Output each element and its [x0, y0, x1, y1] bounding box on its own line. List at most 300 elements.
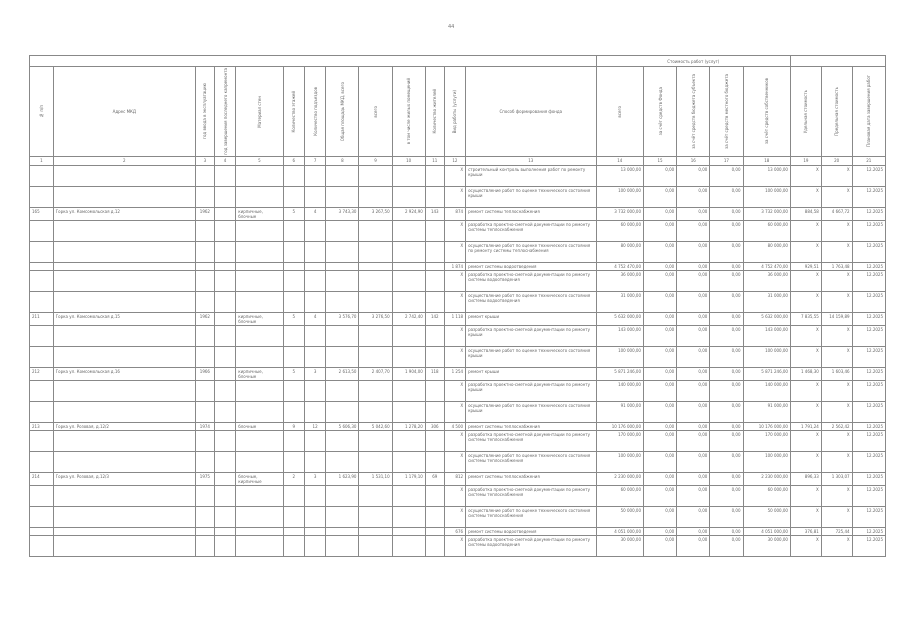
- cell-u1: 376,81: [790, 527, 821, 535]
- cell-no: 211: [30, 312, 54, 325]
- cell-a3: 1 179,10: [392, 472, 425, 485]
- cell-a3: [392, 325, 425, 346]
- cell-own: 100 000,00: [743, 451, 790, 472]
- cell-area: [326, 430, 359, 451]
- cell-a3: [392, 220, 425, 241]
- cell-units: X: [444, 430, 465, 451]
- column-index: 8: [326, 156, 359, 165]
- cell-f3: 0,00: [710, 506, 743, 527]
- cell-f3: 0,00: [710, 451, 743, 472]
- cell-address: [53, 186, 195, 207]
- cell-fl: [283, 262, 304, 270]
- cell-pod: [304, 506, 325, 527]
- table-row: [30, 401, 886, 422]
- cell-area: [326, 220, 359, 241]
- column-index: 11: [425, 156, 444, 165]
- cell-f1: 0,00: [643, 346, 676, 367]
- cell-u2: X: [821, 401, 852, 422]
- cell-units: X: [444, 506, 465, 527]
- cell-address: [53, 262, 195, 270]
- cell-year: [195, 535, 214, 556]
- cell-material: [236, 270, 283, 291]
- cell-empty: [214, 165, 235, 186]
- cell-no: [30, 220, 54, 241]
- column-header-label: в том числе жилых помещений: [406, 78, 412, 145]
- cell-a2: [359, 325, 392, 346]
- table-row: [30, 472, 886, 485]
- cell-no: [30, 291, 54, 312]
- table-row: [30, 430, 886, 451]
- cell-year: [195, 430, 214, 451]
- cell-total: 60 000,00: [596, 485, 643, 506]
- table-row: [30, 367, 886, 380]
- cell-pod: 12: [304, 422, 325, 430]
- column-header: [195, 67, 214, 157]
- cell-address: Горка ул. Комсомольская д.16: [53, 367, 195, 380]
- cell-u2: 1 763,48: [821, 262, 852, 270]
- cell-own: 31 000,00: [743, 291, 790, 312]
- table-row: [30, 451, 886, 472]
- column-header-label: всего: [617, 105, 623, 118]
- cell-work: ремонт крыши: [466, 312, 597, 325]
- cell-area: [326, 535, 359, 556]
- cell-a3: [392, 401, 425, 422]
- cell-f1: 0,00: [643, 262, 676, 270]
- cell-f2: 0,00: [677, 422, 710, 430]
- cell-units: X: [444, 241, 465, 262]
- cell-own: 10 176 000,00: [743, 422, 790, 430]
- cell-empty: [214, 422, 235, 430]
- column-index: 10: [392, 156, 425, 165]
- column-index: 15: [643, 156, 676, 165]
- capital-repair-register-table: [29, 55, 886, 557]
- cell-area: 3 743,30: [326, 207, 359, 220]
- cell-f2: 0,00: [677, 291, 710, 312]
- cell-u2: 14 159,89: [821, 312, 852, 325]
- cell-u2: X: [821, 430, 852, 451]
- cell-u1: X: [790, 506, 821, 527]
- cell-a2: [359, 165, 392, 186]
- cell-year: [195, 325, 214, 346]
- cell-res: [425, 485, 444, 506]
- cell-date: 12.2025: [852, 527, 885, 535]
- cell-fl: [283, 325, 304, 346]
- cell-u1: X: [790, 291, 821, 312]
- cell-material: [236, 220, 283, 241]
- cell-no: [30, 380, 54, 401]
- cell-fl: [283, 451, 304, 472]
- column-index: 6: [283, 156, 304, 165]
- cell-address: [53, 485, 195, 506]
- cell-res: [425, 527, 444, 535]
- cell-work: разработка проектно-сметной документации по ремонту крыши: [466, 380, 597, 401]
- cell-f3: 0,00: [710, 220, 743, 241]
- table-row: [30, 535, 886, 556]
- cell-work: ремонт системы водоотведения: [466, 262, 597, 270]
- cell-work: ремонт системы теплоснабжения: [466, 207, 597, 220]
- column-header-label: Плановая дата завершения работ: [866, 75, 872, 148]
- column-index: 20: [821, 156, 852, 165]
- cell-a2: [359, 380, 392, 401]
- cell-no: [30, 325, 54, 346]
- cell-f1: 0,00: [643, 186, 676, 207]
- cell-own: 100 000,00: [743, 346, 790, 367]
- cell-date: 12.2025: [852, 241, 885, 262]
- cell-u2: X: [821, 451, 852, 472]
- cell-empty: [214, 262, 235, 270]
- cell-own: 100 000,00: [743, 186, 790, 207]
- cell-res: [425, 380, 444, 401]
- cell-pod: 3: [304, 367, 325, 380]
- cell-f3: 0,00: [710, 325, 743, 346]
- column-header: [53, 67, 195, 157]
- cell-f2: 0,00: [677, 270, 710, 291]
- cell-a2: 3 276,50: [359, 312, 392, 325]
- column-header: [283, 67, 304, 157]
- cell-u1: X: [790, 535, 821, 556]
- column-header-label: за счёт средств собственников: [764, 78, 770, 145]
- cell-u1: 1 791,24: [790, 422, 821, 430]
- column-index: 13: [466, 156, 597, 165]
- column-header-label: Материал стен: [256, 95, 262, 128]
- cell-u2: X: [821, 485, 852, 506]
- cell-material: [236, 451, 283, 472]
- cell-year: [195, 220, 214, 241]
- cell-f3: 0,00: [710, 165, 743, 186]
- cell-material: [236, 262, 283, 270]
- cell-res: 142: [425, 312, 444, 325]
- cell-empty: [214, 535, 235, 556]
- cell-a3: 1 278,20: [392, 422, 425, 430]
- cell-date: 12.2025: [852, 535, 885, 556]
- cell-material: [236, 527, 283, 535]
- cell-fl: [283, 380, 304, 401]
- cell-area: 1 623,90: [326, 472, 359, 485]
- column-index: 3: [195, 156, 214, 165]
- cell-empty: [214, 430, 235, 451]
- column-index-row: [30, 156, 886, 165]
- cell-year: [195, 241, 214, 262]
- cell-pod: [304, 451, 325, 472]
- column-index: 4: [214, 156, 235, 165]
- cell-area: [326, 451, 359, 472]
- cell-f2: 0,00: [677, 535, 710, 556]
- cell-total: 3 732 000,00: [596, 207, 643, 220]
- cell-u2: X: [821, 535, 852, 556]
- cell-empty: [214, 291, 235, 312]
- cell-u1: X: [790, 220, 821, 241]
- column-header-label: Вид работы (услуги): [452, 89, 458, 134]
- cell-fl: [283, 430, 304, 451]
- cell-pod: [304, 346, 325, 367]
- cell-fl: [283, 485, 304, 506]
- cell-date: 12.2025: [852, 220, 885, 241]
- table-row: [30, 380, 886, 401]
- cell-date: 12.2025: [852, 485, 885, 506]
- cell-f2: 0,00: [677, 430, 710, 451]
- cell-year: [195, 506, 214, 527]
- cell-area: [326, 401, 359, 422]
- cell-a3: [392, 506, 425, 527]
- table-row: [30, 220, 886, 241]
- cell-own: 13 000,00: [743, 165, 790, 186]
- cell-date: 12.2025: [852, 165, 885, 186]
- cell-u1: X: [790, 430, 821, 451]
- cell-total: 100 000,00: [596, 186, 643, 207]
- cell-u2: X: [821, 241, 852, 262]
- cell-address: Горка ул. Розовая, д.12/2: [53, 422, 195, 430]
- cell-f3: 0,00: [710, 430, 743, 451]
- cell-own: 3 732 000,00: [743, 207, 790, 220]
- cell-a2: [359, 401, 392, 422]
- page-number: 44: [448, 24, 455, 30]
- cell-no: 213: [30, 422, 54, 430]
- cell-fl: [283, 165, 304, 186]
- column-index: 9: [359, 156, 392, 165]
- cell-f3: 0,00: [710, 346, 743, 367]
- cell-no: [30, 535, 54, 556]
- column-header: [596, 67, 643, 157]
- cell-u1: X: [790, 451, 821, 472]
- cell-res: [425, 451, 444, 472]
- cell-fl: [283, 506, 304, 527]
- cell-work: ремонт системы теплоснабжения: [466, 472, 597, 485]
- cell-a2: [359, 485, 392, 506]
- cell-empty: [214, 270, 235, 291]
- cell-area: [326, 241, 359, 262]
- cell-material: [236, 165, 283, 186]
- cell-u1: 884,58: [790, 207, 821, 220]
- column-header: [236, 67, 283, 157]
- cell-units: X: [444, 535, 465, 556]
- cell-a3: [392, 380, 425, 401]
- cell-units: 1 118: [444, 312, 465, 325]
- cell-a2: [359, 430, 392, 451]
- cell-year: 1974: [195, 422, 214, 430]
- cell-f3: 0,00: [710, 535, 743, 556]
- cell-f2: 0,00: [677, 241, 710, 262]
- table-row: [30, 165, 886, 186]
- cell-fl: [283, 291, 304, 312]
- cell-f2: 0,00: [677, 485, 710, 506]
- cell-pod: [304, 241, 325, 262]
- cell-material: кирпичные, блочные: [236, 312, 283, 325]
- cell-total: 4 051 000,00: [596, 527, 643, 535]
- cell-work: осуществление работ по оценке технического состояния крыши: [466, 346, 597, 367]
- cell-pod: 4: [304, 312, 325, 325]
- column-index: 1: [30, 156, 54, 165]
- cell-own: 36 000,00: [743, 270, 790, 291]
- cell-year: 1966: [195, 367, 214, 380]
- cell-u1: 7 835,55: [790, 312, 821, 325]
- cell-area: [326, 527, 359, 535]
- cell-address: [53, 270, 195, 291]
- column-header-label: Общая площадь МКД, всего: [339, 81, 345, 142]
- cell-f3: 0,00: [710, 422, 743, 430]
- cell-res: 69: [425, 472, 444, 485]
- cell-material: [236, 485, 283, 506]
- cell-year: [195, 485, 214, 506]
- cell-own: 140 000,00: [743, 380, 790, 401]
- cell-empty: [214, 527, 235, 535]
- cell-units: X: [444, 380, 465, 401]
- cell-pod: [304, 270, 325, 291]
- cell-no: 214: [30, 472, 54, 485]
- cell-a3: [392, 527, 425, 535]
- cell-work: разработка проектно-сметной документации по ремонту системы водоотведения: [466, 270, 597, 291]
- cell-f2: 0,00: [677, 367, 710, 380]
- column-header: [425, 67, 444, 157]
- cell-work: ремонт крыши: [466, 367, 597, 380]
- cell-u1: 896,33: [790, 472, 821, 485]
- cell-address: Горка ул. Розовая, д.12/3: [53, 472, 195, 485]
- cell-fl: 9: [283, 422, 304, 430]
- cell-no: [30, 527, 54, 535]
- cell-u1: X: [790, 485, 821, 506]
- cell-a2: 2 407,70: [359, 367, 392, 380]
- cell-a2: [359, 186, 392, 207]
- cell-no: [30, 270, 54, 291]
- cell-date: 12.2025: [852, 506, 885, 527]
- cell-units: X: [444, 220, 465, 241]
- cell-empty: [214, 380, 235, 401]
- cell-res: [425, 346, 444, 367]
- column-header: [466, 67, 597, 157]
- cell-total: 80 000,00: [596, 241, 643, 262]
- cell-work: ремонт системы теплоснабжения: [466, 422, 597, 430]
- cell-date: 12.2025: [852, 367, 885, 380]
- cell-no: [30, 451, 54, 472]
- cell-f2: 0,00: [677, 472, 710, 485]
- column-index: 16: [677, 156, 710, 165]
- cell-u1: X: [790, 186, 821, 207]
- cell-no: 212: [30, 367, 54, 380]
- cell-f1: 0,00: [643, 241, 676, 262]
- cell-u2: X: [821, 291, 852, 312]
- column-header: [30, 67, 54, 157]
- cell-pod: [304, 220, 325, 241]
- cell-no: [30, 165, 54, 186]
- cell-material: [236, 325, 283, 346]
- cell-res: [425, 325, 444, 346]
- cell-address: Горка ул. Комсомольская д.12: [53, 207, 195, 220]
- cell-f2: 0,00: [677, 527, 710, 535]
- cell-units: 4 500: [444, 422, 465, 430]
- cell-fl: [283, 346, 304, 367]
- column-index: 2: [53, 156, 195, 165]
- table-row: [30, 262, 886, 270]
- cell-no: [30, 262, 54, 270]
- cell-own: 91 000,00: [743, 401, 790, 422]
- cell-year: [195, 262, 214, 270]
- cell-no: [30, 485, 54, 506]
- cell-f1: 0,00: [643, 291, 676, 312]
- cell-a2: [359, 451, 392, 472]
- cell-work: ремонт системы водоотведения: [466, 527, 597, 535]
- cell-res: [425, 291, 444, 312]
- cell-work: осуществление работ по оценке технического состояния по ремонту системы теплоснабжения: [466, 241, 597, 262]
- cell-a3: [392, 186, 425, 207]
- column-header: [444, 67, 465, 157]
- cell-date: 12.2025: [852, 380, 885, 401]
- cell-a2: 3 267,50: [359, 207, 392, 220]
- cell-total: 2 230 000,00: [596, 472, 643, 485]
- cell-a3: [392, 270, 425, 291]
- cell-year: [195, 165, 214, 186]
- cell-area: [326, 380, 359, 401]
- cell-u1: X: [790, 241, 821, 262]
- cell-f3: 0,00: [710, 262, 743, 270]
- cell-empty: [214, 485, 235, 506]
- column-header-label: год завершения последнего капремонта: [222, 68, 228, 155]
- cell-a3: 2 924,90: [392, 207, 425, 220]
- cell-f1: 0,00: [643, 422, 676, 430]
- cell-a3: [392, 262, 425, 270]
- cell-address: [53, 325, 195, 346]
- cell-date: 12.2025: [852, 186, 885, 207]
- cell-work: разработка проектно-сметной документации по ремонту системы теплоснабжения: [466, 220, 597, 241]
- cell-empty: [214, 472, 235, 485]
- cell-f1: 0,00: [643, 535, 676, 556]
- cell-work: осуществление работ по оценке технического состояния крыши: [466, 401, 597, 422]
- cell-area: [326, 291, 359, 312]
- cell-a2: [359, 241, 392, 262]
- cell-fl: 2: [283, 472, 304, 485]
- cell-own: 143 000,00: [743, 325, 790, 346]
- cell-total: 10 176 000,00: [596, 422, 643, 430]
- cell-f2: 0,00: [677, 165, 710, 186]
- cell-f2: 0,00: [677, 186, 710, 207]
- cell-work: разработка проектно-сметной документации по ремонту системы теплоснабжения: [466, 430, 597, 451]
- cell-f2: 0,00: [677, 207, 710, 220]
- cell-a3: [392, 241, 425, 262]
- cell-u2: X: [821, 270, 852, 291]
- column-index: 7: [304, 156, 325, 165]
- cell-material: [236, 186, 283, 207]
- cell-total: 31 000,00: [596, 291, 643, 312]
- cell-total: 100 000,00: [596, 346, 643, 367]
- table-row: [30, 506, 886, 527]
- cell-address: [53, 401, 195, 422]
- cell-res: [425, 401, 444, 422]
- column-index: 21: [852, 156, 885, 165]
- table-row: [30, 312, 886, 325]
- table-body: [30, 165, 886, 556]
- cell-pod: [304, 430, 325, 451]
- cell-work: осуществление работ по оценке технического состояния системы теплоснабжения: [466, 451, 597, 472]
- cell-empty: [214, 401, 235, 422]
- cell-units: X: [444, 325, 465, 346]
- column-header-label: Количество жителей: [432, 89, 438, 134]
- cell-own: 5 871 246,00: [743, 367, 790, 380]
- cell-a2: [359, 220, 392, 241]
- cell-units: 1 874: [444, 262, 465, 270]
- cell-f1: 0,00: [643, 367, 676, 380]
- cell-u1: 1 468,30: [790, 367, 821, 380]
- cell-res: [425, 262, 444, 270]
- cell-f2: 0,00: [677, 451, 710, 472]
- cell-a2: [359, 346, 392, 367]
- cell-work: строительный контроль выполнения работ по ремонту крыши: [466, 165, 597, 186]
- column-header: [821, 67, 852, 157]
- cell-year: [195, 401, 214, 422]
- cell-material: [236, 241, 283, 262]
- cell-empty: [214, 207, 235, 220]
- cell-u1: X: [790, 325, 821, 346]
- cell-a3: [392, 165, 425, 186]
- column-header-label: Удельная стоимость: [803, 89, 809, 134]
- cell-material: кирпичные, блочные: [236, 367, 283, 380]
